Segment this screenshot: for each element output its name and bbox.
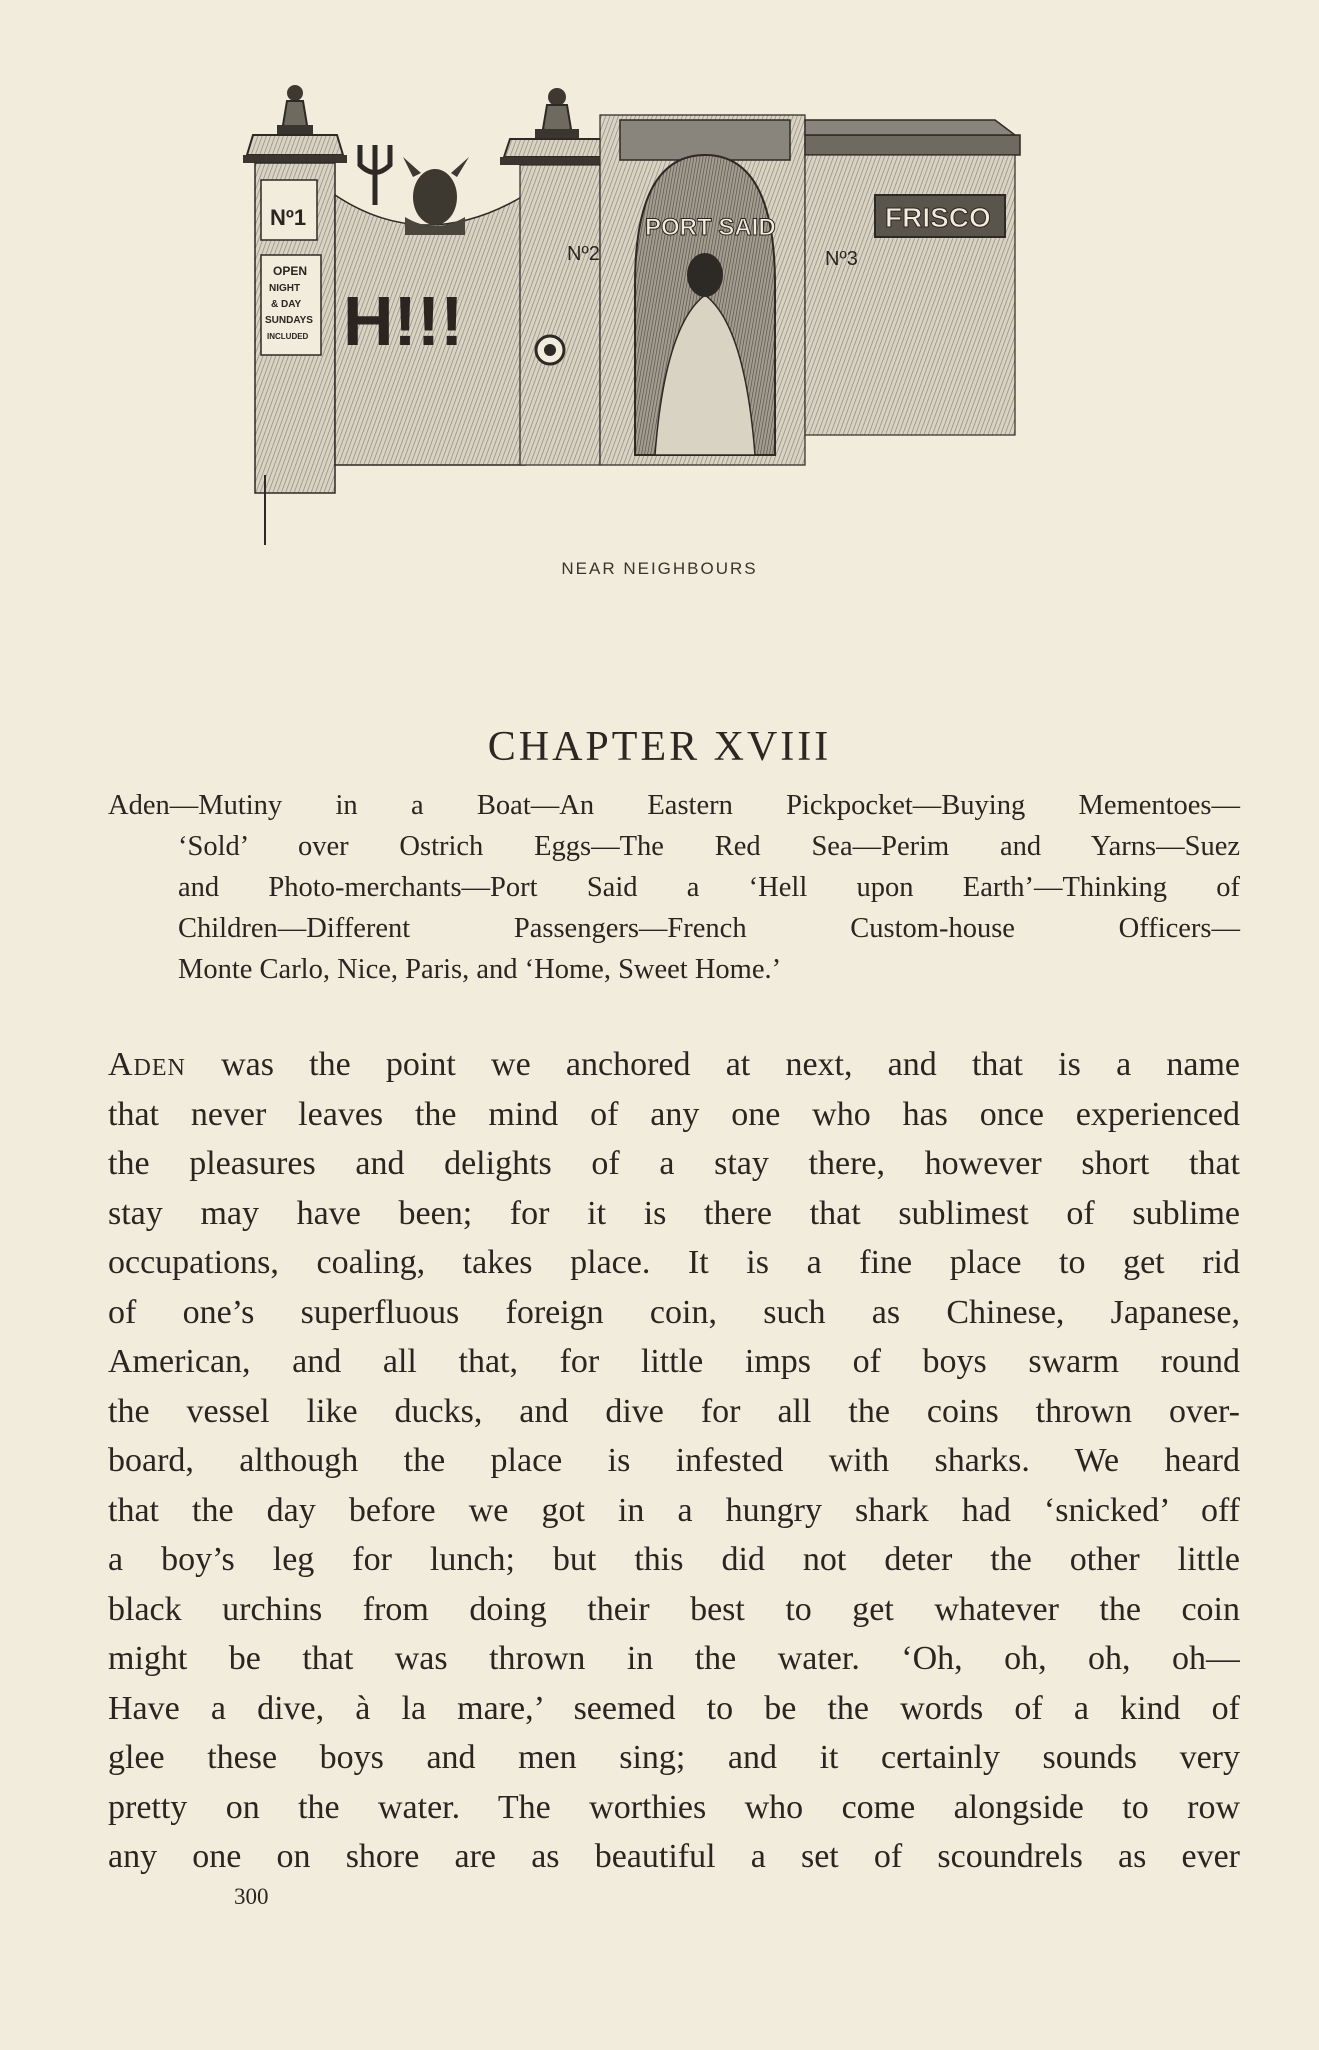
body-line: Have a dive, à la mare,’ seemed to be the words of a kind of (108, 1689, 1240, 1727)
body-line: the vessel like ducks, and dive for all the coins thrown over- (108, 1392, 1240, 1430)
gate1-sign-line: NIGHT (269, 283, 301, 294)
body-line: might be that was thrown in the water. ‘Oh, oh, oh, oh— (108, 1640, 1240, 1677)
body-line: a boy’s leg for lunch; but this did not deter the other little (108, 1541, 1240, 1578)
first-line-rest: was the point we anchored at next, and that is a name (185, 1046, 1240, 1083)
gate2-sign: PORT SAID (645, 214, 776, 241)
body-line: stay may have been; for it is there that sublimest of sublime (108, 1194, 1240, 1232)
gate1-sign-line: & DAY (271, 299, 302, 310)
body-text (108, 1040, 1240, 1882)
body-line: any one on shore are as beautiful a set of scoundrels as ever (108, 1838, 1240, 1875)
middle-pillar (520, 165, 600, 465)
body-line: the pleasures and delights of a stay there, however short that (108, 1145, 1240, 1182)
body-line: that never leaves the mind of any one who has once experienced (108, 1095, 1240, 1133)
opening-word: Aden (108, 1046, 186, 1083)
body-line: that the day before we got in a hungry shark had ‘snicked’ off (108, 1491, 1240, 1529)
body-line: board, although the place is infested with sharks. We heard (108, 1442, 1240, 1479)
near-neighbours-illustration (225, 85, 1130, 555)
illustration-caption: NEAR NEIGHBOURS (561, 559, 758, 578)
synopsis-line: Monte Carlo, Nice, Paris, and ‘Home, Sweet Home.’ (178, 954, 782, 985)
body-line: black urchins from doing their best to get whatever the coin (108, 1590, 1240, 1628)
gate1-sign-line: SUNDAYS (265, 315, 313, 326)
synopsis-line: Children—Different Passengers—French Custom-house Officers— (178, 913, 1240, 944)
body-line: American, and all that, for little imps of boys swarm round (108, 1343, 1240, 1380)
body-line: of one’s superfluous foreign coin, such as Chinese, Japanese, (108, 1293, 1240, 1331)
gate2-arch (600, 115, 805, 465)
illustration-svg (225, 85, 1130, 555)
synopsis-line: and Photo-merchants—Port Said a ‘Hell upon Earth’—Thinking of (178, 872, 1240, 903)
synopsis-line: ‘Sold’ over Ostrich Eggs—The Red Sea—Perim and Yarns—Suez (178, 831, 1240, 862)
gate3-number-label: Nº3 (825, 248, 858, 270)
gate1-sign-line: OPEN (273, 264, 308, 278)
gate1-number-label: Nº1 (270, 205, 307, 230)
gate3 (805, 120, 1020, 435)
chapter-synopsis (108, 785, 1240, 990)
page-number: 300 (234, 1884, 269, 1909)
body-line: glee these boys and men sing; and it certainly sounds very (108, 1739, 1240, 1776)
middle-pillar-finial (500, 88, 615, 165)
gate2-number-label: Nº2 (567, 243, 600, 265)
chapter-heading: CHAPTER XVIII (487, 724, 832, 771)
body-line: occupations, coaling, takes place. It is a fine place to get rid (108, 1244, 1240, 1281)
body-line: pretty on the water. The worthies who come alongside to row (108, 1788, 1240, 1826)
left-pillar-finial (243, 85, 347, 163)
gate3-sign: FRISCO (885, 202, 991, 233)
gate1-sign-line: INCLUDED (267, 332, 309, 341)
body-line-first (108, 1040, 1240, 1090)
synopsis-line: Aden—Mutiny in a Boat—An Eastern Pickpocket—Buying Mementoes— (108, 790, 1240, 821)
gate1-door-label: H!!! (343, 282, 464, 360)
